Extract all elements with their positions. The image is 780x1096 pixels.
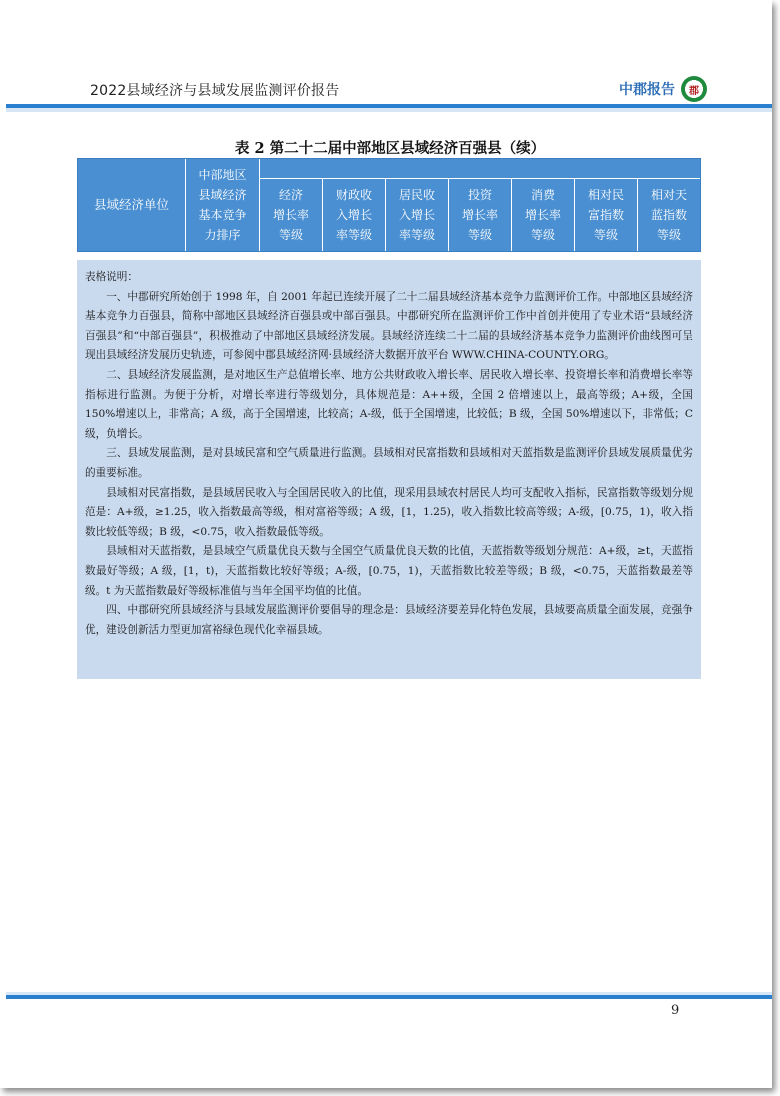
col-header-relative-bluesky: 相对天 蓝指数 等级 xyxy=(650,188,687,242)
brand-name: 中郡报告 xyxy=(619,82,675,98)
header-divider xyxy=(6,104,772,112)
brand-logo-icon xyxy=(681,76,707,102)
col-header-economic-growth: 经济 增长率 等级 xyxy=(260,179,323,251)
report-header-title: 2022县域经济与县域发展监测评价报告 xyxy=(90,83,340,99)
notes-paragraph: 县域相对民富指数，是县域居民收入与全国居民收入的比值，现采用县域农村居民人均可支配收入指标，民富指数等级划分规范是：A+级，≥1.25，收入指数最高等级，相对富裕等级；A 级，[1，1.25)，收入指数比较高等级；A-级，[0.75，1)，收入指数比较低等级；B 级，<0.75，收入指数最低等级。 xyxy=(85,486,693,538)
notes-title: 表格说明： xyxy=(85,271,138,283)
indicator-column-group xyxy=(260,159,700,251)
col-header-fiscal-growth: 财政收 入增长 率等级 xyxy=(323,179,386,251)
notes-paragraph: 二、县域经济发展监测，是对地区生产总值增长率、地方公共财政收入增长率、居民收入增长率、投资增长率和消费增长率等指标进行监测。为便于分析，对增长率进行等级划分，具体规范是：A++级，全国 2 倍增速以上，最高等级；A+级，全国 150%增速以上，非常高；A 级，高于全国增速，比较高；A-级，低于全国增速，比较低；B 级，全国 50%增速以下，非常低；C 级，负增长。 xyxy=(85,368,693,440)
col-header-relative-wealth: 相对民 富指数 等级 xyxy=(575,179,638,251)
footer-divider xyxy=(6,992,772,999)
notes-paragraph: 四、中郡研究所县域经济与县域发展监测评价要倡导的理念是：县域经济要差异化特色发展，县域要高质量全面发展，竞强争优，建设创新活力型更加富裕绿色现代化幸福县域。 xyxy=(85,604,693,636)
col-header-income-growth: 居民收 入增长 率等级 xyxy=(386,179,449,251)
col-header-investment-growth: 投资 增长率 等级 xyxy=(449,179,512,251)
logo-character: 郡 xyxy=(689,85,699,97)
indicator-columns xyxy=(260,178,700,251)
col-header-consumption-growth: 消费 增长率 等级 xyxy=(512,179,575,251)
notes-paragraph: 一、中郡研究所始创于 1998 年，自 2001 年起已连续开展了二十二届县域经济基本竞争力监测评价工作。中部地区县域经济基本竞争力百强县，简称中部地区县域经济百强县或中部百强县。中郡研究所在监测评价工作中首创并使用了专业术语“县域经济百强县”和“中部百强县”，积极推动了中部地区县域经济发展。县域经济连续二十二届的县域经济基本竞争力监测评价曲线图可呈现出县域经济发展历史轨迹，可参阅中郡县域经济网·县域经济大数据开放平台 WWW.CHINA-COUNTY.ORG。 xyxy=(85,290,693,362)
col-header-competitiveness-rank: 中部地区 县域经济 基本竞争 力排序 xyxy=(186,159,260,251)
table-caption: 表 2 第二十二届中部地区县域经济百强县（续） xyxy=(234,140,546,157)
page-number: 9 xyxy=(671,1003,680,1018)
notes-paragraph: 县域相对天蓝指数，是县域空气质量优良天数与全国空气质量优良天数的比值，天蓝指数等级划分规范：A+级，≥t，天蓝指数最好等级；A 级，[1，t)，天蓝指数比较好等级；A-级，[0.75，1)，天蓝指数比较差等级；B 级，<0.75，天蓝指数最差等级。t 为天蓝指数最好等级标准值与当年全国平均值的比值。 xyxy=(85,545,693,597)
col-header-county-unit: 县域经济单位 xyxy=(78,159,186,251)
ranking-table-header xyxy=(77,158,701,252)
notes-paragraph: 三、县域发展监测，是对县域民富和空气质量进行监测。县域相对民富指数和县域相对天蓝指数是监测评价县域发展质量优劣的重要标准。 xyxy=(85,447,693,479)
brand-mark xyxy=(619,76,707,102)
indicator-group-spacer xyxy=(260,159,700,178)
table-notes xyxy=(77,260,701,679)
